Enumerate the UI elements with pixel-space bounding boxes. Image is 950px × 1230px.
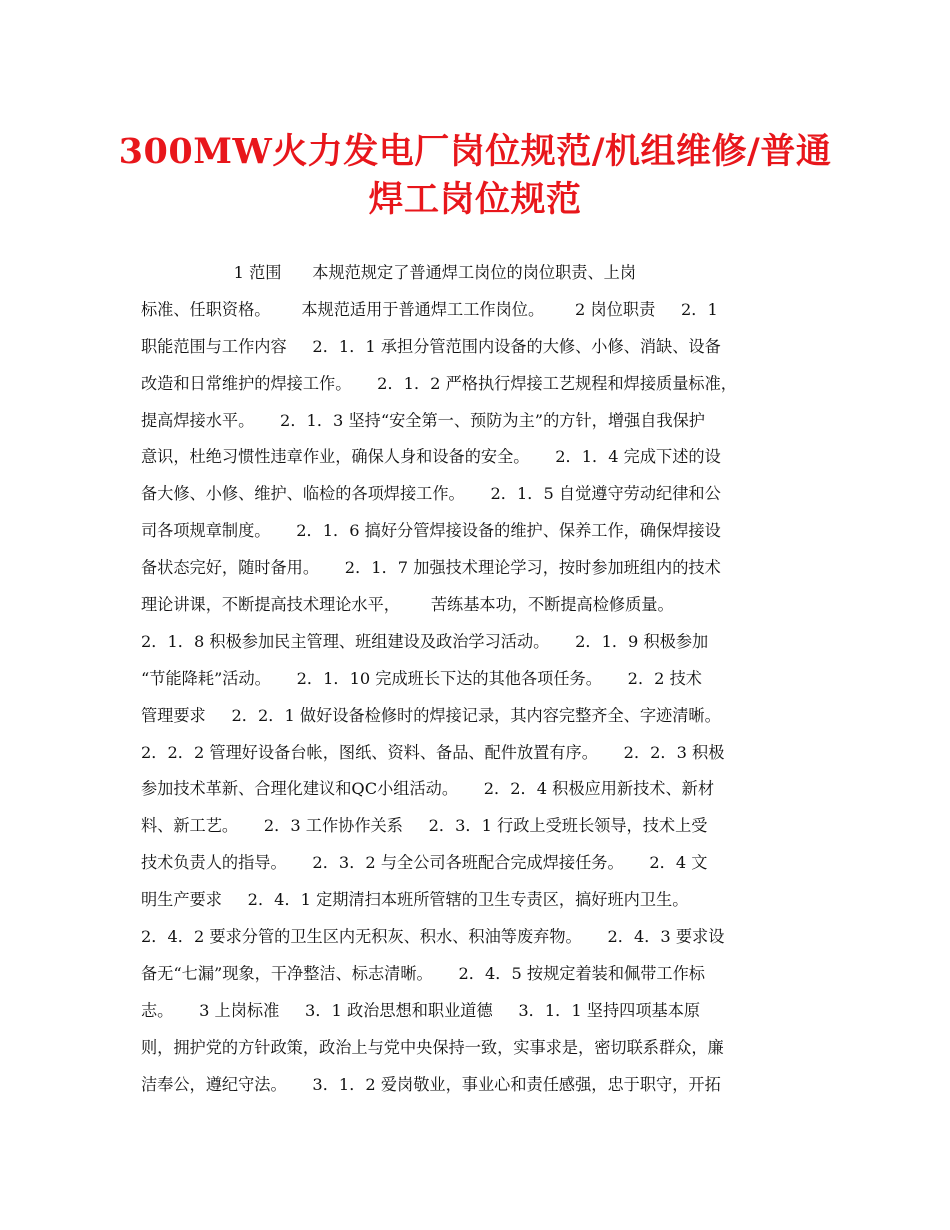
body-text-line: “节能降耗”活动。 2．1．10 完成班长下达的其他各项任务。 2．2 技术 — [141, 668, 702, 688]
body-text-line: 管理要求 2．2．1 做好设备检修时的焊接记录，其内容完整齐全、字迹清晰。 — [141, 705, 721, 725]
body-text-line: 志。 3 上岗标准 3．1 政治思想和职业道德 3．1．1 坚持四项基本原 — [141, 1000, 701, 1020]
body-text-line: 技术负责人的指导。 2．3．2 与全公司各班配合完成焊接任务。 2．4 文 — [141, 853, 708, 873]
body-text-line: 备状态完好，随时备用。 2．1．7 加强技术理论学习，按时参加班组内的技术 — [141, 558, 721, 578]
body-text-line: 提高焊接水平。 2．1．3 坚持“安全第一、预防为主”的方针，增强自我保护 — [141, 410, 705, 430]
body-text-line: 参加技术革新、合理化建议和QC小组活动。 2．2．4 积极应用新技术、新材 — [141, 779, 715, 799]
body-text-line: 标准、任职资格。 本规范适用于普通焊工工作岗位。 2 岗位职责 2．1 — [141, 299, 718, 319]
body-text-line: 2．4．2 要求分管的卫生区内无积灰、积水、积油等废弃物。 2．4．3 要求设 — [141, 927, 725, 947]
body-text-line: 改造和日常维护的焊接工作。 2．1．2 严格执行焊接工艺规程和焊接质量标准， — [141, 373, 737, 393]
document-body — [141, 255, 821, 1103]
body-text-line: 2．2．2 管理好设备台帐，图纸、资料、备品、配件放置有序。 2．2．3 积极 — [141, 742, 725, 762]
body-text-line: 2．1．8 积极参加民主管理、班组建设及政治学习活动。 2．1．9 积极参加 — [141, 631, 709, 651]
document-title-line-1: 300MW火力发电厂岗位规范/机组维修/普通 — [118, 131, 832, 172]
body-text-line: 备大修、小修、维护、临检的各项焊接工作。 2．1．5 自觉遵守劳动纪律和公 — [141, 484, 721, 504]
body-text-line: 备无“七漏”现象，干净整洁、标志清晰。 2．4．5 按规定着装和佩带工作标 — [141, 963, 705, 983]
body-text-line: 意识，杜绝习惯性违章作业，确保人身和设备的安全。 2．1．4 完成下述的设 — [141, 447, 721, 467]
body-text-line: 职能范围与工作内容 2．1．1 承担分管范围内设备的大修、小修、消缺、设备 — [141, 336, 721, 356]
body-text-line: 1 范围 本规范规定了普通焊工岗位的岗位职责、上岗 — [141, 263, 637, 282]
body-text-line: 洁奉公，遵纪守法。 3．1．2 爱岗敬业，事业心和责任感强，忠于职守，开拓 — [141, 1074, 721, 1094]
body-text-line: 则，拥护党的方针政策，政治上与党中央保持一致，实事求是，密切联系群众，廉 — [141, 1037, 724, 1057]
body-text-line: 料、新工艺。 2．3 工作协作关系 2．3．1 行政上受班长领导，技术上受 — [141, 816, 708, 836]
document-title-line-2: 焊工岗位规范 — [368, 179, 582, 220]
body-text-line: 明生产要求 2．4．1 定期清扫本班所管辖的卫生专责区，搞好班内卫生。 — [141, 890, 689, 910]
body-text-line: 理论讲课，不断提高技术理论水平， 苦练基本功，不断提高检修质量。 — [141, 595, 674, 615]
body-text-line: 司各项规章制度。 2．1．6 搞好分管焊接设备的维护、保养工作，确保焊接设 — [141, 521, 721, 541]
